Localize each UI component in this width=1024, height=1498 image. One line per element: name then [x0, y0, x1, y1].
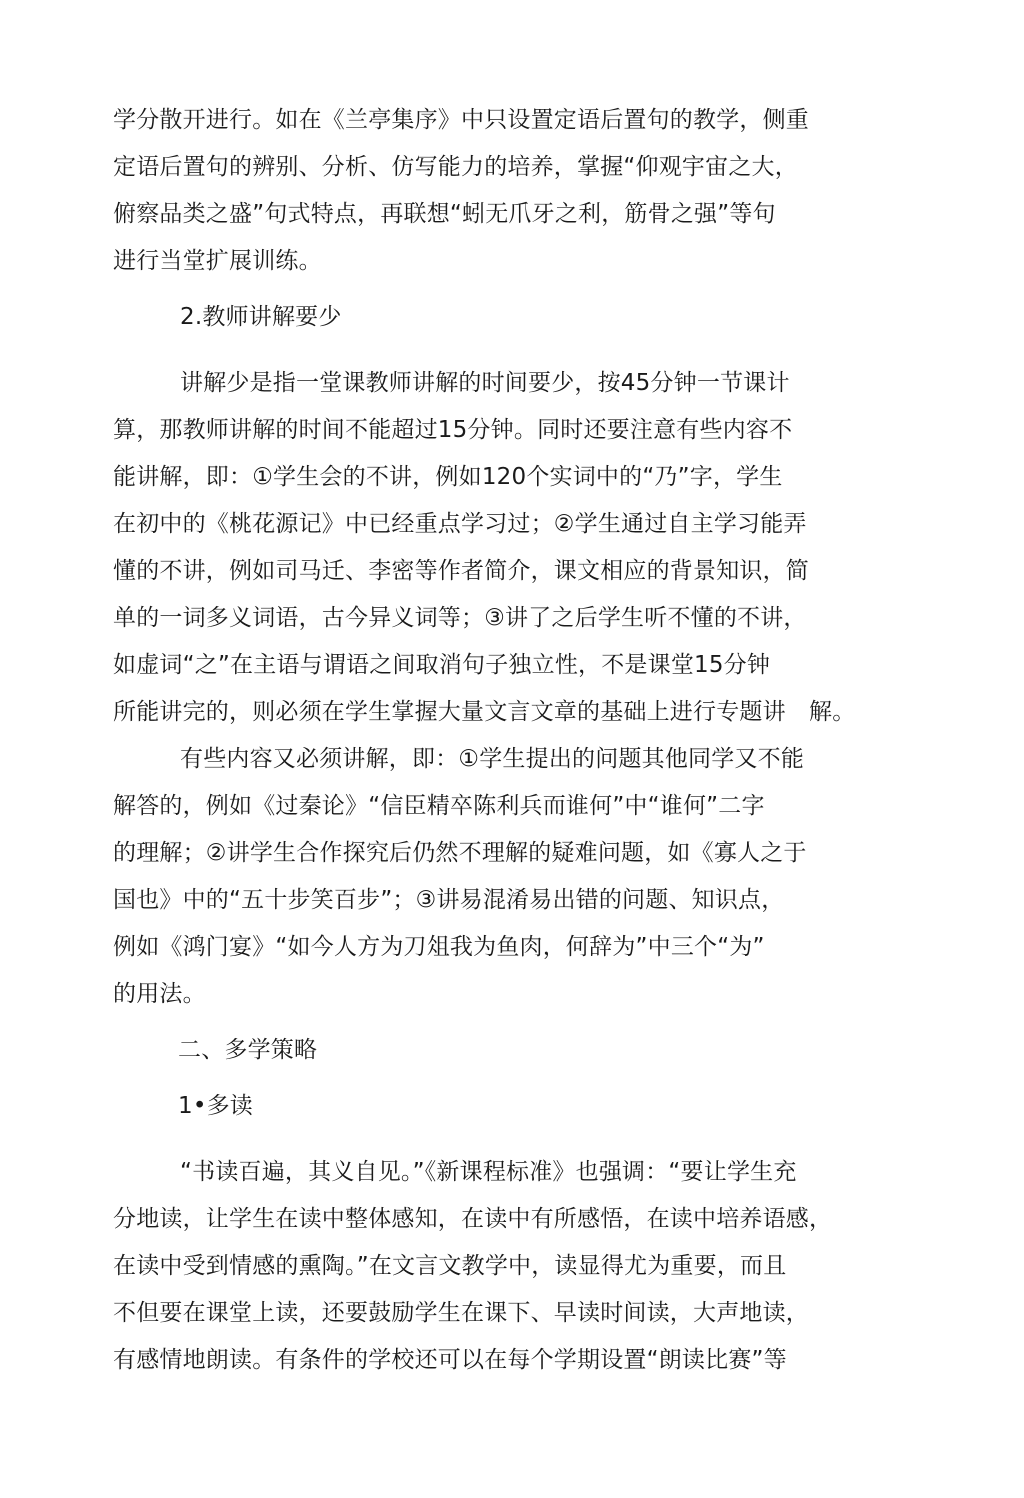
- text-line: 如虚词“之”在主语与谓语之间取消句子独立性，不是课堂15分钟: [113, 652, 771, 678]
- text-line: 讲解少是指一堂课教师讲解的时间要少，按45分钟一节课计: [180, 370, 790, 396]
- text-line: 的理解；②讲学生合作探究后仍然不理解的疑难问题，如《寡人之于: [113, 840, 807, 866]
- text-line: 不但要在课堂上读，还要鼓励学生在课下、早读时间读，大声地读，: [113, 1300, 809, 1326]
- section-heading: 2.教师讲解要少: [180, 304, 342, 330]
- subsection-heading: 1•多读: [178, 1093, 253, 1119]
- text-line: 在初中的《桃花源记》中已经重点学习过；②学生通过自主学习能弄: [113, 511, 807, 537]
- text-line: 有些内容又必须讲解，即：①学生提出的问题其他同学又不能: [180, 746, 805, 772]
- text-line: 有感情地朗读。有条件的学校还可以在每个学期设置“朗读比赛”等: [113, 1347, 787, 1373]
- text-line: 所能讲完的，则必须在学生掌握大量文言文章的基础上进行专题讲 解。: [113, 699, 856, 725]
- text-line: 学分散开进行。如在《兰亭集序》中只设置定语后置句的教学，侧重: [113, 107, 809, 133]
- text-line: 例如《鸿门宴》“如今人方为刀俎我为鱼肉，何辞为”中三个“为”: [113, 934, 765, 960]
- text-line: 定语后置句的辨别、分析、仿写能力的培养，掌握“仰观宇宙之大，: [113, 154, 798, 180]
- text-line: 能讲解，即：①学生会的不讲，例如120个实词中的“乃”字，学生: [113, 464, 783, 490]
- text-line: 单的一词多义词语，古今异义词等；③讲了之后学生听不懂的不讲，: [113, 605, 807, 631]
- text-line: 的用法。: [113, 981, 206, 1007]
- text-line: 在读中受到情感的熏陶。”在文言文教学中，读显得尤为重要，而且: [113, 1253, 787, 1279]
- text-line: “书读百遍，其义自见。”《新课程标准》也强调：“要让学生充: [180, 1159, 797, 1185]
- text-line: 解答的，例如《过秦论》“信臣精卒陈利兵而谁何”中“谁何”二字: [113, 793, 765, 819]
- text-line: 分地读，让学生在读中整体感知，在读中有所感悟，在读中培养语感，: [113, 1206, 833, 1232]
- text-line: 算，那教师讲解的时间不能超过15分钟。同时还要注意有些内容不: [113, 417, 793, 443]
- text-line: 进行当堂扩展训练。: [113, 248, 322, 274]
- text-line: 懂的不讲，例如司马迁、李密等作者简介，课文相应的背景知识，简: [113, 558, 809, 584]
- section-heading: 二、多学策略: [178, 1037, 318, 1063]
- text-line: 俯察品类之盛”句式特点，再联想“蚓无爪牙之利，筋骨之强”等句: [113, 201, 776, 227]
- text-line: 国也》中的“五十步笑百步”；③讲易混淆易出错的问题、知识点，: [113, 887, 785, 913]
